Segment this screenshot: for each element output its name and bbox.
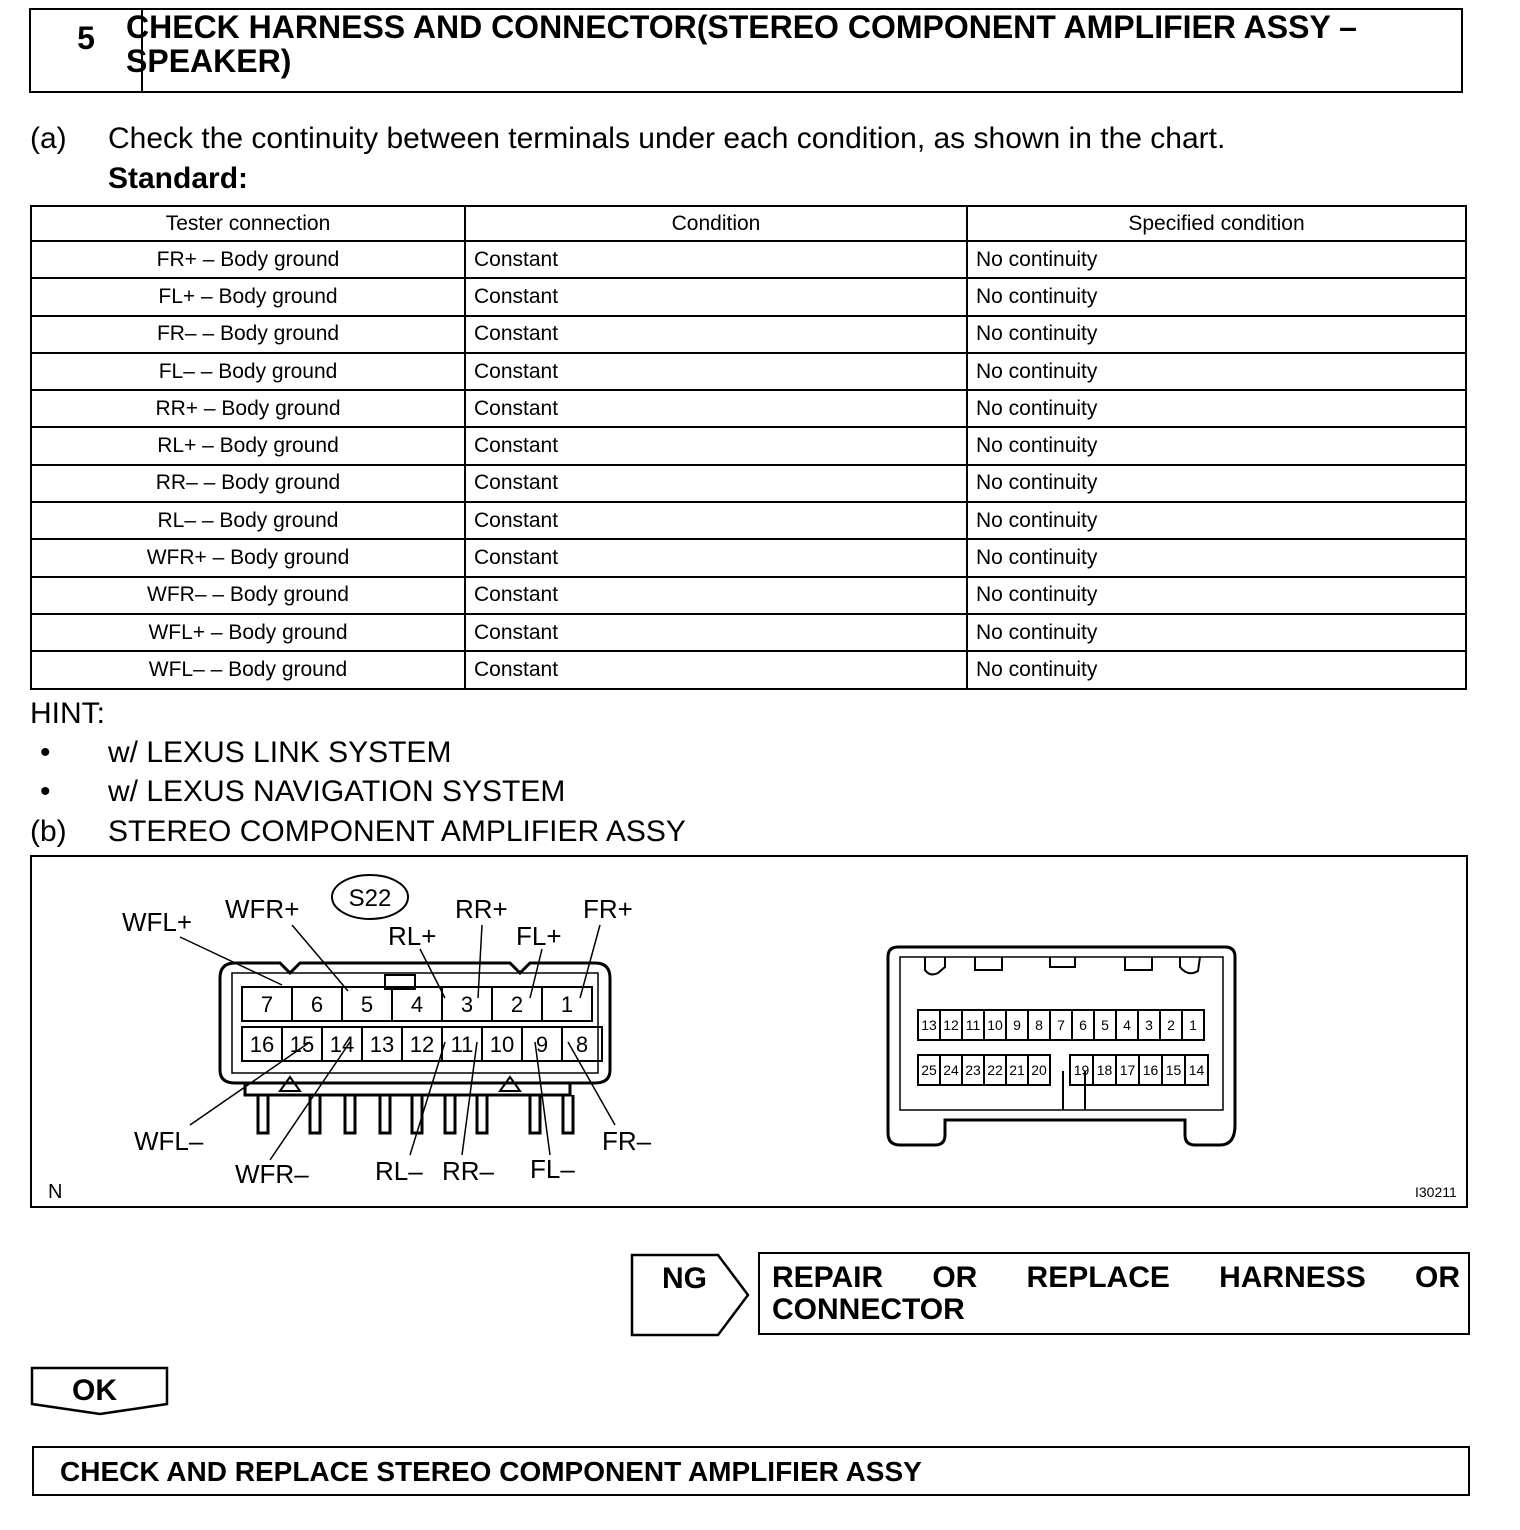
hint-bullet-2: w/ LEXUS NAVIGATION SYSTEM [108,775,566,808]
connector-diagram-drawing [30,855,1468,1208]
label-wfr-minus: WFR– [235,1159,309,1189]
label-rr-minus: RR– [442,1156,495,1186]
hint-bullet-1: w/ LEXUS LINK SYSTEM [108,736,452,769]
table-row [31,577,1466,614]
cell-specified-condition: No continuity [967,316,1466,353]
cell-tester-connection: FL+ – Body ground [31,278,465,315]
cell-specified-condition: No continuity [967,614,1466,651]
cell-condition: Constant [465,502,967,539]
right-connector-body [888,947,1235,1145]
pin-number: 8 [575,1031,589,1057]
table-row [31,465,1466,502]
leader-lines [180,925,615,1160]
table-row [31,353,1466,390]
cell-specified-condition: No continuity [967,278,1466,315]
cell-specified-condition: No continuity [967,651,1466,688]
cell-tester-connection: RL– – Body ground [31,502,465,539]
ok-label: OK [72,1374,117,1407]
cell-tester-connection: RR+ – Body ground [31,390,465,427]
pin-number: 22 [987,1062,1003,1079]
table-row [31,502,1466,539]
cell-condition: Constant [465,465,967,502]
pin-number: 11 [965,1017,981,1034]
table-row [31,316,1466,353]
cell-condition: Constant [465,427,967,464]
pin-number: 9 [535,1031,549,1057]
cell-specified-condition: No continuity [967,241,1466,278]
cell-specified-condition: No continuity [967,353,1466,390]
label-rl-plus: RL+ [388,921,437,951]
pin-number: 1 [560,991,574,1017]
pin-number: 4 [1123,1017,1131,1034]
cell-specified-condition: No continuity [967,539,1466,576]
pin-number: 13 [369,1031,395,1057]
pin-number: 20 [1031,1062,1047,1079]
label-wfr-plus: WFR+ [225,894,300,924]
cell-tester-connection: WFL– – Body ground [31,651,465,688]
pin-number: 11 [450,1031,474,1057]
table-header-row [31,206,1466,241]
hint-label: HINT: [30,697,105,730]
label-fl-minus: FL– [530,1154,575,1184]
ng-label: NG [662,1262,707,1295]
pin-number: 12 [943,1017,959,1034]
pin-number: 24 [943,1062,959,1079]
cell-condition: Constant [465,316,967,353]
instruction-b-marker: (b) [30,815,67,848]
pin-number: 17 [1119,1062,1136,1079]
pin-number: 2 [1167,1017,1175,1034]
table-row [31,539,1466,576]
hint-bullet-1-symbol: • [40,736,51,769]
pin-number: 8 [1035,1017,1043,1034]
cell-condition: Constant [465,241,967,278]
pin-number: 1 [1189,1017,1197,1034]
table-row [31,390,1466,427]
label-rr-plus: RR+ [455,894,508,924]
pin-number: 7 [1057,1017,1065,1034]
instruction-b-text: STEREO COMPONENT AMPLIFIER ASSY [108,815,686,848]
cell-tester-connection: WFL+ – Body ground [31,614,465,651]
pin-number: 3 [460,991,474,1017]
cell-specified-condition: No continuity [967,465,1466,502]
label-wfl-plus: WFL+ [122,907,193,937]
pin-number: 15 [1165,1062,1182,1079]
table-row [31,278,1466,315]
figure-code: I30211 [1415,1184,1457,1200]
cell-tester-connection: FR– – Body ground [31,316,465,353]
cell-specified-condition: No continuity [967,390,1466,427]
left-pin-top-row [242,987,592,1021]
cell-specified-condition: No continuity [967,577,1466,614]
label-rl-minus: RL– [375,1156,423,1186]
pin-number: 13 [921,1017,937,1034]
cell-tester-connection: RL+ – Body ground [31,427,465,464]
pin-number: 4 [410,991,424,1017]
continuity-table [30,205,1467,690]
pin-number: 12 [409,1031,435,1057]
pin-number: 6 [310,991,324,1017]
right-connector-inner [900,957,1223,1110]
pin-number: 23 [965,1062,981,1079]
header-specified-condition: Specified condition [967,206,1466,241]
pin-number: 3 [1145,1017,1153,1034]
table-row [31,241,1466,278]
connector-id-label: S22 [348,885,392,912]
table-row [31,614,1466,651]
cell-tester-connection: FL– – Body ground [31,353,465,390]
right-pin-bottom-right-row [1070,1055,1208,1085]
pin-number: 6 [1079,1017,1087,1034]
label-wfl-minus: WFL– [134,1126,204,1156]
pin-number: 7 [260,991,274,1017]
cell-condition: Constant [465,390,967,427]
label-fl-plus: FL+ [516,921,562,951]
cell-tester-connection: WFR+ – Body ground [31,539,465,576]
left-pin-bottom-row [242,1027,602,1061]
right-pin-top-row [918,1010,1204,1040]
label-fr-minus: FR– [602,1126,652,1156]
ng-result-text: REPAIR OR REPLACE HARNESS OR CONNECTOR [772,1261,1460,1326]
pin-number: 15 [289,1031,315,1057]
instruction-a-marker: (a) [30,122,67,155]
pin-number: 10 [987,1017,1003,1034]
table-row [31,651,1466,688]
cell-condition: Constant [465,614,967,651]
pin-number: 19 [1073,1062,1090,1079]
right-connector-notches [925,957,1200,1110]
pin-number: 25 [921,1062,937,1079]
pin-number: 16 [249,1031,275,1057]
cell-condition: Constant [465,651,967,688]
right-pin-bottom-left-row [918,1055,1050,1085]
cell-condition: Constant [465,278,967,315]
cell-specified-condition: No continuity [967,502,1466,539]
pin-number: 14 [1188,1062,1205,1079]
cell-tester-connection: RR– – Body ground [31,465,465,502]
diagram-corner-label: N [48,1181,63,1203]
pin-number: 10 [489,1031,515,1057]
pin-number: 5 [360,991,374,1017]
header-condition: Condition [465,206,967,241]
pin-number: 21 [1009,1062,1025,1079]
pin-number: 16 [1142,1062,1159,1079]
pin-number: 2 [510,991,524,1017]
label-fr-plus: FR+ [583,894,633,924]
standard-label: Standard: [108,162,249,195]
cell-tester-connection: FR+ – Body ground [31,241,465,278]
header-tester-connection: Tester connection [31,206,465,241]
cell-specified-condition: No continuity [967,427,1466,464]
cell-condition: Constant [465,353,967,390]
pin-number: 5 [1101,1017,1109,1034]
pin-number: 14 [329,1031,355,1057]
step-number: 5 [31,10,143,91]
table-row [31,427,1466,464]
pin-number: 18 [1096,1062,1113,1079]
cell-condition: Constant [465,577,967,614]
hint-bullet-2-symbol: • [40,775,51,808]
final-action-text: CHECK AND REPLACE STEREO COMPONENT AMPLIFIER ASSY [60,1456,922,1487]
pin-number: 9 [1013,1017,1021,1034]
step-title: CHECK HARNESS AND CONNECTOR(STEREO COMPONENT AMPLIFIER ASSY – SPEAKER) [126,9,1357,79]
instruction-a-text: Check the continuity between terminals under each condition, as shown in the chart. [108,122,1226,155]
cell-tester-connection: WFR– – Body ground [31,577,465,614]
cell-condition: Constant [465,539,967,576]
